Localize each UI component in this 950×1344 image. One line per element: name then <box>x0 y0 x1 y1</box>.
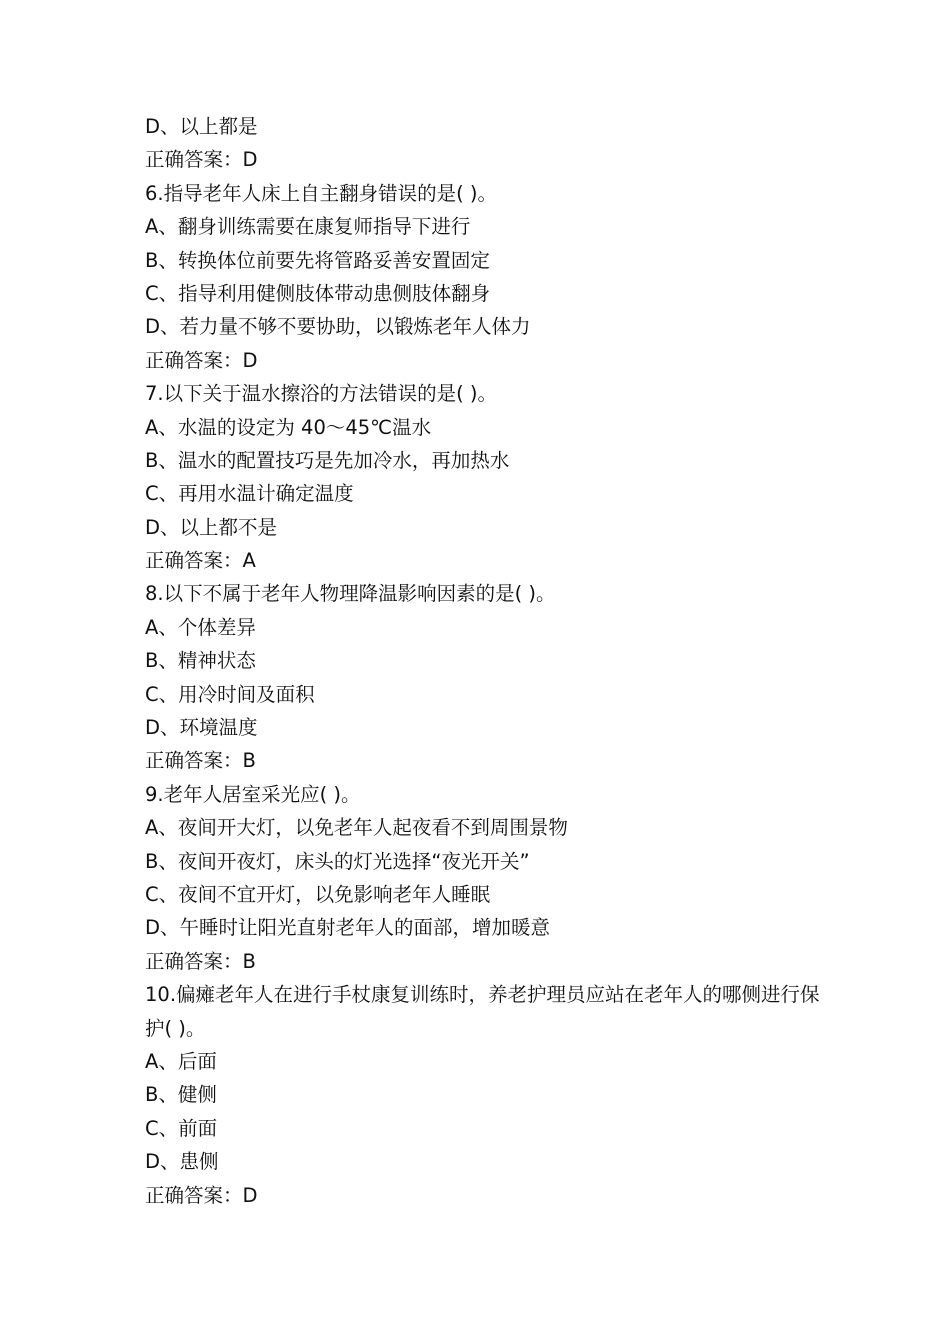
option-line: B、精神状态 <box>145 649 256 673</box>
option-line: D、以上都不是 <box>145 515 278 539</box>
option-line: A、夜间开大灯，以免老年人起夜看不到周围景物 <box>145 816 568 840</box>
option-line: B、温水的配置技巧是先加冷水，再加热水 <box>145 448 510 472</box>
option-line: A、水温的设定为 40～45℃温水 <box>145 415 432 439</box>
option-line: C、夜间不宜开灯，以免影响老年人睡眠 <box>145 882 491 906</box>
option-line: A、个体差异 <box>145 615 256 639</box>
option-line: D、以上都是 <box>145 115 258 138</box>
option-line: C、用冷时间及面积 <box>145 682 315 706</box>
answer-line: 正确答案：D <box>145 1183 258 1207</box>
option-line: A、后面 <box>145 1049 217 1073</box>
option-line: D、患侧 <box>145 1150 219 1174</box>
question-stem: 8.以下不属于老年人物理降温影响因素的是( )。 <box>145 582 556 606</box>
option-line: A、翻身训练需要在康复师指导下进行 <box>145 215 471 239</box>
option-line: D、若力量不够不要协助，以锻炼老年人体力 <box>145 315 531 339</box>
question-6 <box>145 177 825 377</box>
option-line: D、环境温度 <box>145 716 258 740</box>
answer-line: 正确答案：B <box>145 749 256 773</box>
question-10 <box>145 978 825 1212</box>
option-line: B、转换体位前要先将管路妥善安置固定 <box>145 248 490 272</box>
question-9 <box>145 778 825 978</box>
option-line: B、夜间开夜灯，床头的灯光选择“夜光开关” <box>145 849 530 873</box>
question-stem: 6.指导老年人床上自主翻身错误的是( )。 <box>145 181 498 205</box>
option-line: C、再用水温计确定温度 <box>145 482 354 506</box>
answer-line: 正确答案：A <box>145 549 256 573</box>
question-stem: 9.老年人居室采光应( )。 <box>145 782 361 806</box>
option-line: B、健侧 <box>145 1083 217 1107</box>
answer-line: 正确答案：D <box>145 348 258 372</box>
option-line: D、午睡时让阳光直射老年人的面部，增加暖意 <box>145 916 551 940</box>
question-8 <box>145 577 825 777</box>
question-7 <box>145 377 825 577</box>
answer-line: 正确答案：D <box>145 148 258 172</box>
answer-line: 正确答案：B <box>145 949 256 973</box>
question-stem: 10.偏瘫老年人在进行手杖康复训练时，养老护理员应站在老年人的哪侧进行保护( )。 <box>145 983 820 1040</box>
question-stem: 7.以下关于温水擦浴的方法错误的是( )。 <box>145 382 498 406</box>
option-line: C、前面 <box>145 1116 218 1140</box>
option-line: C、指导利用健侧肢体带动患侧肢体翻身 <box>145 281 491 305</box>
document-content <box>145 110 825 1212</box>
